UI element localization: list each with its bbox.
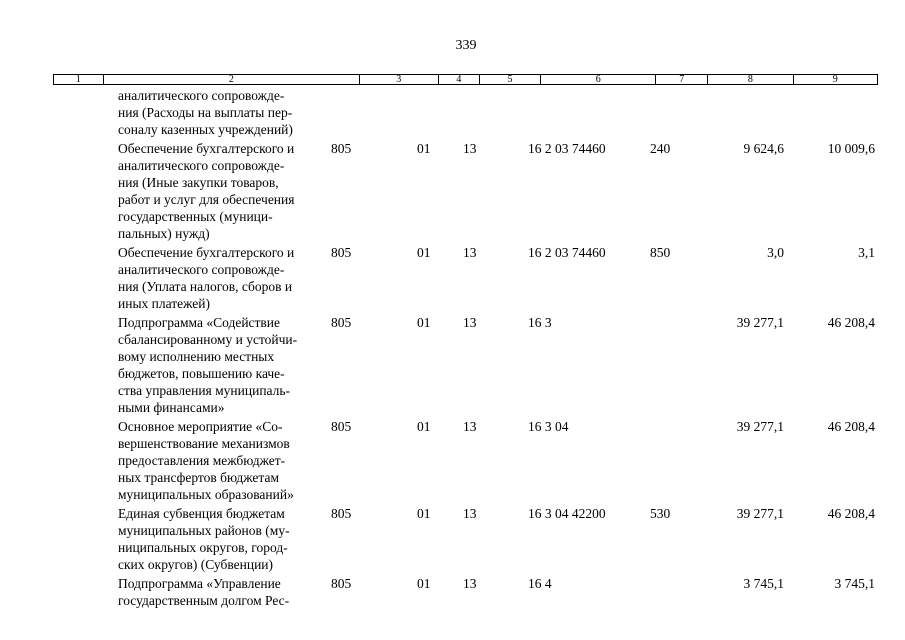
row-name-line: бюджетов, повышению каче-: [118, 366, 285, 381]
table-header: [53, 74, 878, 85]
cell-c4: 01: [417, 506, 431, 521]
cell-c9: 46 208,4: [827, 419, 875, 434]
header-col-3: 3: [360, 75, 439, 84]
header-col-8: 8: [708, 75, 793, 84]
row-name-line: Единая субвенция бюджетам: [118, 506, 285, 521]
cell-c5: 13: [463, 141, 477, 156]
row-name-line: аналитического сопровожде-: [118, 262, 285, 277]
cell-c3: 805: [331, 141, 352, 156]
row-name: [118, 314, 323, 416]
row-name: [118, 418, 323, 503]
cell-c4: 01: [417, 419, 431, 434]
cell-c6: 16 3 04 42200: [528, 506, 606, 521]
row-name-line: ства управления муниципаль-: [118, 383, 291, 398]
header-col-5: 5: [480, 75, 541, 84]
row-name: [118, 87, 323, 138]
cell-c7: 530: [650, 506, 671, 521]
row-name-line: предоставления межбюджет-: [118, 453, 286, 468]
cell-c3: 805: [331, 245, 352, 260]
table-row: [0, 575, 905, 611]
table-body: [0, 87, 905, 611]
cell-c6: 16 4: [528, 576, 552, 591]
cell-c5: 13: [463, 576, 477, 591]
header-col-2: 2: [104, 75, 360, 84]
header-col-7: 7: [656, 75, 708, 84]
row-name-line: ния (Расходы на выплаты пер-: [118, 105, 293, 120]
page-number: 339: [455, 38, 477, 53]
row-name-line: вершенствование механизмов: [118, 436, 290, 451]
cell-c9: 46 208,4: [827, 506, 875, 521]
row-name: [118, 575, 323, 609]
cell-c6: 16 2 03 74460: [528, 141, 606, 156]
cell-c9: 46 208,4: [827, 315, 875, 330]
cell-c4: 01: [417, 315, 431, 330]
cell-c5: 13: [463, 506, 477, 521]
row-name-line: ными финансами»: [118, 400, 225, 415]
cell-c6: 16 3 04: [528, 419, 569, 434]
cell-c9: 10 009,6: [827, 141, 875, 156]
table-row: [0, 244, 905, 314]
row-name-line: Обеспечение бухгалтерского и: [118, 245, 295, 260]
row-name: [118, 505, 323, 573]
row-name-line: ния (Иные закупки товаров,: [118, 175, 279, 190]
row-name-line: работ и услуг для обеспечения: [118, 192, 295, 207]
table-row: [0, 418, 905, 505]
row-name-line: государственных (муници-: [118, 209, 273, 224]
table-row: [0, 87, 905, 140]
row-name-line: Основное мероприятие «Со-: [118, 419, 283, 434]
table-row: [0, 140, 905, 244]
row-name-line: Подпрограмма «Управление: [118, 576, 281, 591]
row-name: [118, 244, 323, 312]
cell-c4: 01: [417, 576, 431, 591]
row-name-line: соналу казенных учреждений): [118, 122, 293, 137]
row-name-line: муниципальных районов (му-: [118, 523, 290, 538]
row-name-line: пальных) нужд): [118, 226, 210, 241]
table-row: [0, 314, 905, 418]
row-name-line: ных трансфертов бюджетам: [118, 470, 280, 485]
cell-c6: 16 2 03 74460: [528, 245, 606, 260]
row-name-line: Подпрограмма «Содействие: [118, 315, 281, 330]
cell-c3: 805: [331, 315, 352, 330]
row-name-line: аналитического сопровожде-: [118, 88, 285, 103]
header-col-1: 1: [54, 75, 104, 84]
row-name-line: аналитического сопровожде-: [118, 158, 285, 173]
row-name-line: ниципальных округов, город-: [118, 540, 288, 555]
cell-c8: 9 624,6: [743, 141, 784, 156]
row-name-line: сбалансированному и устойчи-: [118, 332, 298, 347]
table-row: [0, 505, 905, 575]
cell-c4: 01: [417, 245, 431, 260]
cell-c8: 3,0: [767, 245, 784, 260]
row-name-line: муниципальных образований»: [118, 487, 294, 502]
cell-c8: 3 745,1: [743, 576, 784, 591]
cell-c3: 805: [331, 506, 352, 521]
cell-c5: 13: [463, 245, 477, 260]
cell-c7: 240: [650, 141, 671, 156]
cell-c8: 39 277,1: [736, 419, 784, 434]
header-col-9: 9: [832, 74, 838, 85]
row-name-line: иных платежей): [118, 296, 211, 311]
header-col-4: 4: [439, 75, 480, 84]
cell-c9: 3,1: [858, 245, 875, 260]
cell-c5: 13: [463, 419, 477, 434]
row-name: [118, 140, 323, 242]
cell-c3: 805: [331, 576, 352, 591]
row-name-line: вому исполнению местных: [118, 349, 275, 364]
row-name-line: ния (Уплата налогов, сборов и: [118, 279, 293, 294]
cell-c3: 805: [331, 419, 352, 434]
row-name-line: ских округов) (Субвенции): [118, 557, 274, 572]
cell-c5: 13: [463, 315, 477, 330]
row-name-line: государственным долгом Рес-: [118, 593, 290, 608]
cell-c6: 16 3: [528, 315, 552, 330]
cell-c8: 39 277,1: [736, 315, 784, 330]
cell-c9: 3 745,1: [834, 576, 875, 591]
header-col-6: 6: [541, 75, 656, 84]
cell-c7: 850: [650, 245, 671, 260]
row-name-line: Обеспечение бухгалтерского и: [118, 141, 295, 156]
cell-c4: 01: [417, 141, 431, 156]
cell-c8: 39 277,1: [736, 506, 784, 521]
